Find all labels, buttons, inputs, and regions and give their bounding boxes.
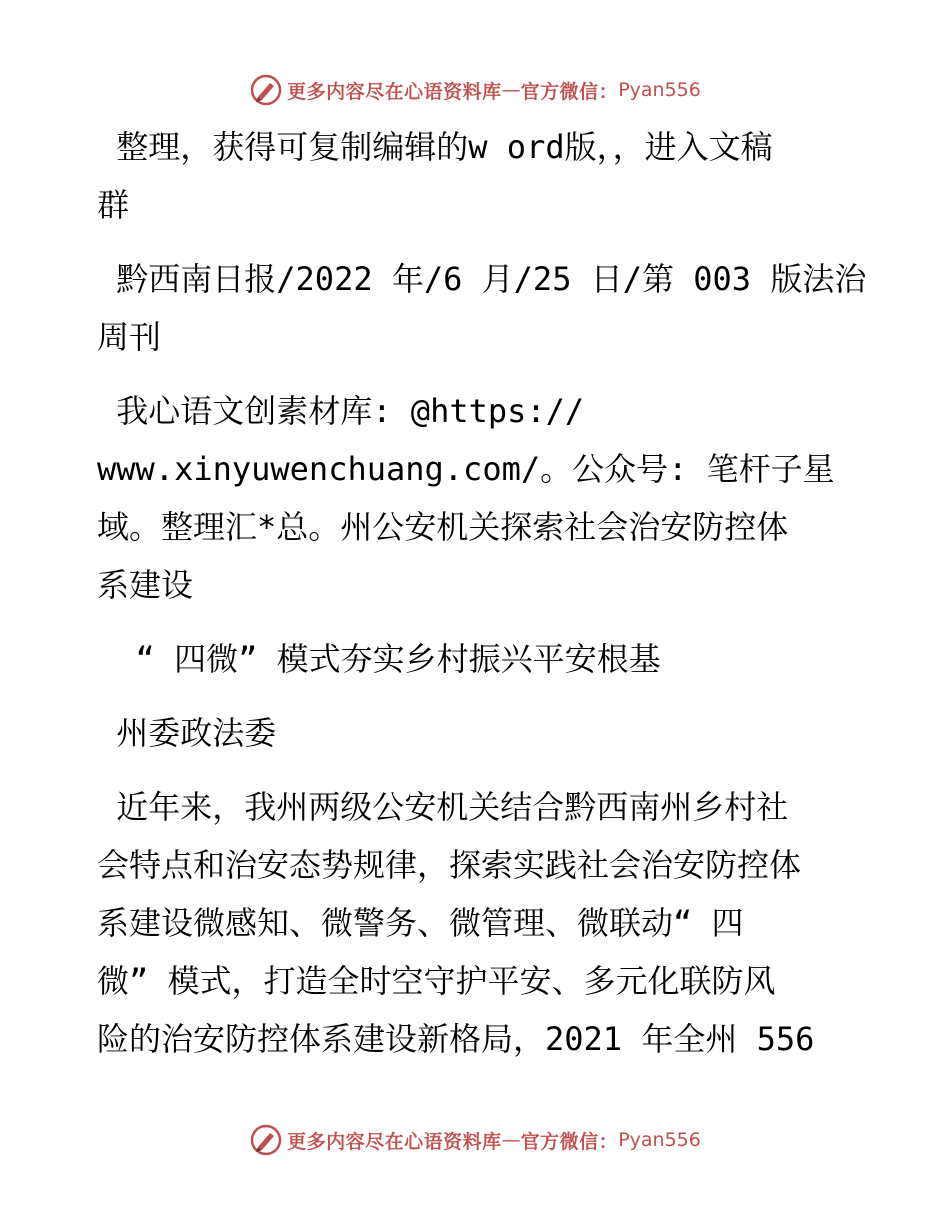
paragraph-5 xyxy=(97,704,857,762)
footer-wechat-label: 官方微信： xyxy=(520,1130,619,1153)
document-body xyxy=(97,118,867,1068)
text-line: 黔西南日报/2022 年/6 月/25 日/第 003 版法治 xyxy=(97,260,867,298)
headline: “ 四微” 模式夯实乡村振兴平安根基 xyxy=(97,640,661,678)
text-line: 群 xyxy=(97,186,130,224)
text-line: 周刊 xyxy=(97,318,162,356)
text-line: 近年来，我州两级公安机关结合黔西南州乡村社 xyxy=(97,788,789,826)
text-line: 系建设 xyxy=(97,566,194,604)
brand-logo-icon xyxy=(249,1123,283,1157)
footer-dash: — xyxy=(501,1129,521,1151)
text-line: www.xinyuwenchuang.com/。公众号: 笔杆子星 xyxy=(97,450,835,488)
text-line: 险的治安防控体系建设新格局，2021 年全州 556 xyxy=(97,1020,815,1058)
text-line: 会特点和治安态势规律，探索实践社会治安防控体 xyxy=(97,846,802,884)
paragraph-4 xyxy=(97,630,857,688)
paragraph-1 xyxy=(97,118,857,234)
header-banner xyxy=(0,70,950,110)
text-line: 系建设微感知、微警务、微管理、微联动“ 四 xyxy=(97,904,744,942)
header-wechat-id: Pyan556 xyxy=(618,79,701,101)
text-line: 域。整理汇*总。州公安机关探索社会治安防控体 xyxy=(97,508,789,546)
footer-brand-text: 更多内容尽在心语资料库 xyxy=(287,1130,502,1153)
header-dash: — xyxy=(501,79,521,101)
brand-logo-icon xyxy=(249,73,283,107)
header-brand-text: 更多内容尽在心语资料库 xyxy=(287,80,502,103)
paragraph-3 xyxy=(97,382,857,614)
text-line: 整理，获得可复制编辑的w ord版，，进入文稿 xyxy=(97,128,773,166)
text-line: 微” 模式，打造全时空守护平安、多元化联防风 xyxy=(97,962,776,1000)
paragraph-2 xyxy=(97,250,867,366)
footer-wechat-id: Pyan556 xyxy=(618,1129,701,1151)
paragraph-6 xyxy=(97,778,857,1068)
text-line: 我心语文创素材库: @https:// xyxy=(97,392,585,430)
byline: 州委政法委 xyxy=(97,714,277,752)
header-wechat-label: 官方微信： xyxy=(520,80,619,103)
footer-banner xyxy=(0,1120,950,1160)
